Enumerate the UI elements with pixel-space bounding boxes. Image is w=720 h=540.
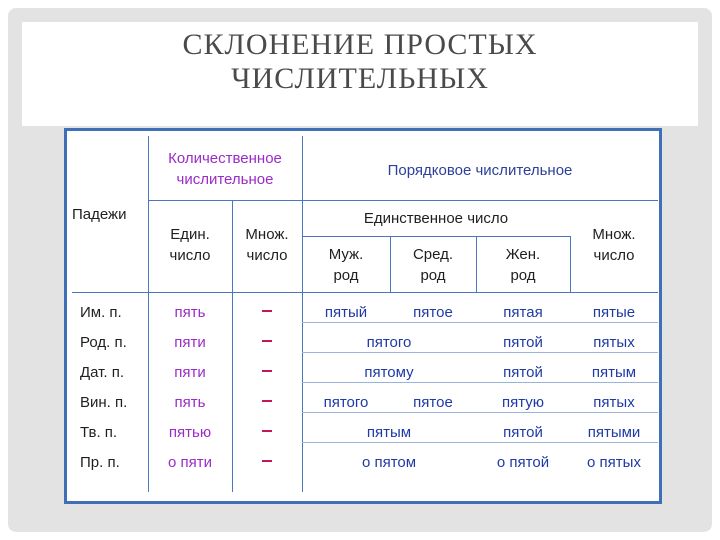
plural-value: пятых [593,334,635,351]
header-feminine-line-2: род [510,267,536,284]
grid-line [302,442,658,443]
plural-value: о пятых [587,454,641,471]
cardinal-value: пять [174,304,206,321]
header-card-singular-line-2: число [169,247,211,264]
row-case-label: Пр. п. [80,454,120,471]
header-ordinal: Порядковое числительное [387,162,573,179]
header-singular: Единственное число [363,210,509,227]
dash-mark [262,370,272,372]
header-ord-plural-line-1: Множ. [592,226,636,243]
masc-neut-merged-value: о пятом [361,454,417,471]
header-card-plural-line-2: число [246,247,288,264]
grid-line [302,200,658,201]
cardinal-value: о пяти [167,454,212,471]
dash-mark [262,460,272,462]
plural-value: пятые [592,304,636,321]
header-neuter [390,244,476,286]
header-feminine-line-1: Жен. [505,246,541,263]
header-neuter-line-1: Сред. [412,246,454,263]
slide-title [22,28,698,96]
row-case-label: Им. п. [80,304,122,321]
feminine-value: пятой [503,424,543,441]
feminine-value: о пятой [496,454,550,471]
header-card-singular-line-1: Един. [170,226,210,243]
plural-value: пятыми [587,424,641,441]
cardinal-value: пяти [174,364,206,381]
header-cases: Падежи [72,206,127,223]
cardinal-value: пять [174,394,206,411]
cardinal-value: пяти [174,334,206,351]
masc-neut-merged-value: пятому [364,364,414,381]
grid-line [148,200,302,201]
header-ord-plural-line-2: число [593,247,635,264]
neuter-value: пятое [413,394,453,411]
feminine-value: пятой [503,334,543,351]
masculine-value: пятый [324,304,368,321]
feminine-value: пятая [503,304,543,321]
dash-mark [262,310,272,312]
masculine-value: пятого [323,394,369,411]
header-neuter-line-2: род [420,267,446,284]
header-masculine [302,244,390,286]
row-case-label: Дат. п. [80,364,125,381]
header-cardinal [148,148,302,190]
header-masculine-line-1: Муж. [328,246,364,263]
feminine-value: пятой [503,364,543,381]
header-card-plural-line-1: Множ. [245,226,289,243]
slide-title-line-2: ЧИСЛИТЕЛЬНЫХ [231,62,489,95]
slide-title-line-1: СКЛОНЕНИЕ ПРОСТЫХ [182,28,538,61]
header-cardinal-line-1: Количественное [168,150,282,167]
grid-line [302,322,658,323]
neuter-value: пятое [413,304,453,321]
plural-value: пятых [593,394,635,411]
header-feminine [476,244,570,286]
header-cardinal-line-2: числительное [176,171,274,188]
feminine-value: пятую [501,394,545,411]
row-case-label: Вин. п. [80,394,128,411]
grid-line [302,236,570,237]
row-case-label: Род. п. [80,334,127,351]
masc-neut-merged-value: пятого [366,334,412,351]
dash-mark [262,340,272,342]
header-card-singular [148,224,232,266]
row-case-label: Тв. п. [80,424,118,441]
grid-line [302,412,658,413]
dash-mark [262,430,272,432]
grid-line [302,382,658,383]
grid-line [302,352,658,353]
header-ord-plural [570,224,658,266]
masc-neut-merged-value: пятым [366,424,412,441]
header-masculine-line-2: род [333,267,359,284]
header-card-plural [232,224,302,266]
grid-line [72,292,658,293]
plural-value: пятым [591,364,637,381]
cardinal-value: пятью [168,424,212,441]
dash-mark [262,400,272,402]
